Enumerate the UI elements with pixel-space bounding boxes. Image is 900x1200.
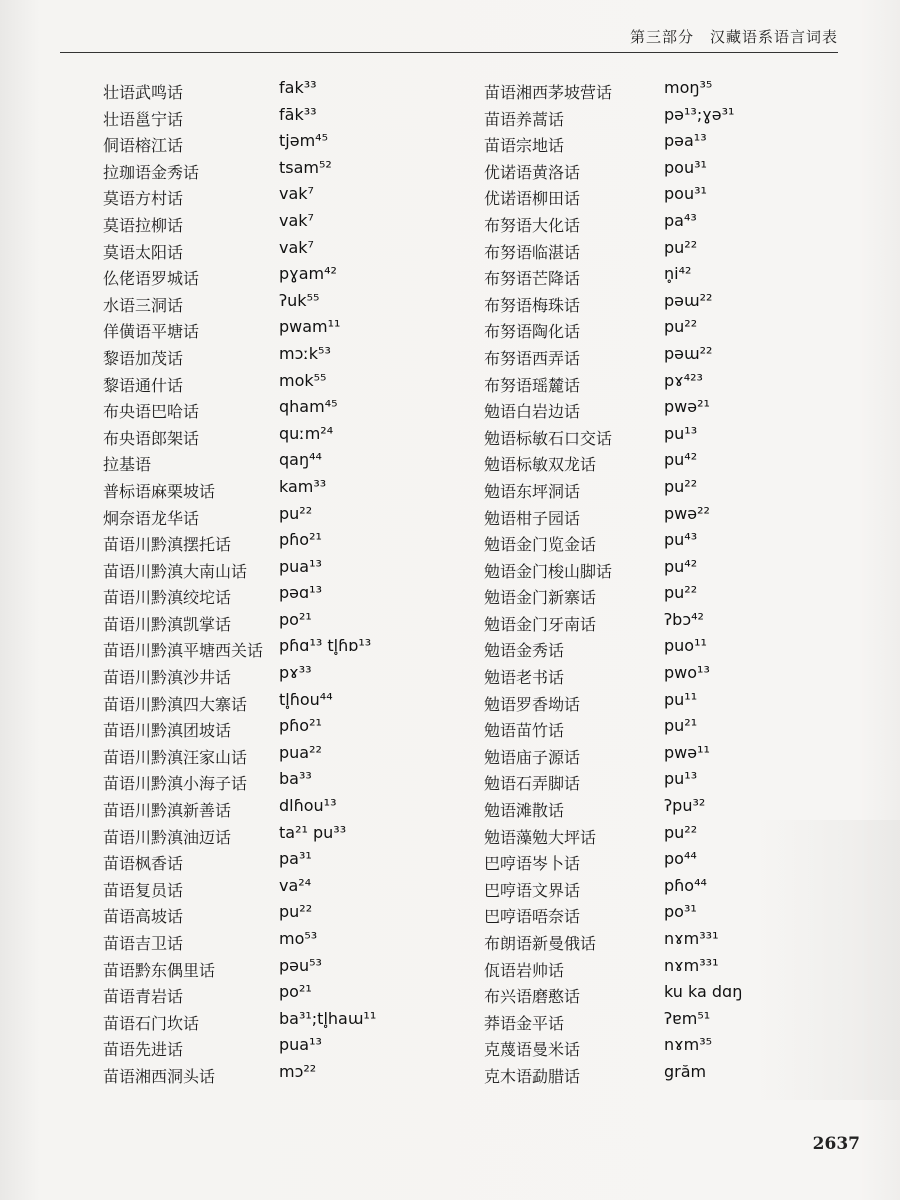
dialect-name: 苗语复员话 (103, 880, 184, 900)
dialect-name: 苗语宗地话 (484, 136, 565, 156)
dialect-name: 布努语瑶麓话 (484, 375, 581, 395)
phonetic-form: pa³¹ (279, 849, 312, 869)
dialect-name: 布努语梅珠话 (484, 295, 581, 315)
dialect-name: 拉基语 (103, 455, 152, 475)
header-title: 第三部分 汉藏语系语言词表 (629, 28, 838, 46)
phonetic-form: qaŋ⁴⁴ (279, 450, 322, 470)
phonetic-form: grăm (664, 1061, 707, 1081)
phonetic-form: pu²² (664, 476, 698, 496)
phonetic-form: vak⁷ (279, 210, 314, 230)
phonetic-form: pɦo⁴⁴ (664, 875, 707, 895)
phonetic-form: ʔpu³² (664, 796, 706, 816)
phonetic-form: pəa¹³ (664, 131, 707, 151)
dialect-name: 布央语巴哈话 (103, 402, 200, 422)
dialect-name: 勉语金门新寨话 (484, 588, 597, 608)
dialect-name: 苗语川黔滇油迈话 (103, 827, 232, 847)
dialect-name: 拉珈语金秀话 (103, 162, 200, 182)
phonetic-form: pwə²² (664, 503, 710, 523)
phonetic-form: pu²² (279, 902, 313, 922)
phonetic-form: pɤ⁴²³ (664, 370, 703, 390)
dialect-name: 苗语先进话 (103, 1040, 184, 1060)
phonetic-form: pɣam⁴² (279, 264, 337, 284)
phonetic-form: ba³³ (279, 769, 312, 789)
dialect-name: 勉语苗竹话 (484, 721, 565, 741)
phonetic-form: pu⁴² (664, 556, 698, 576)
phonetic-form: po³¹ (664, 902, 697, 922)
dialect-name: 苗语川黔滇摆托话 (103, 535, 232, 555)
phonetic-form: pua¹³ (279, 556, 322, 576)
dialect-name: 苗语川黔滇沙井话 (103, 668, 232, 688)
phonetic-form: pua¹³ (279, 1035, 322, 1055)
phonetic-form: pu¹³ (664, 769, 698, 789)
phonetic-form: kam³³ (279, 476, 327, 496)
phonetic-form: fak³³ (279, 78, 317, 97)
dialect-name: 优诺语黄洛话 (484, 162, 581, 182)
dialect-name: 苗语石门坎话 (103, 1013, 200, 1033)
phonetic-form: pə¹³;ɣə³¹ (664, 104, 735, 124)
dialect-name: 勉语标敏双龙话 (484, 455, 597, 475)
dialect-name: 苗语青岩话 (103, 987, 184, 1007)
phonetic-form: ʔuk⁵⁵ (279, 290, 320, 310)
dialect-name: 勉语东坪洞话 (484, 481, 581, 501)
dialect-name: 巴哼语文界话 (484, 880, 581, 900)
phonetic-form: pu²² (279, 503, 313, 523)
dialect-name: 侗语榕江话 (103, 136, 184, 156)
dialect-name: 克蔑语曼米话 (484, 1040, 581, 1060)
phonetic-form: pu¹³ (664, 423, 698, 443)
phonetic-form: pwo¹³ (664, 663, 710, 683)
dialect-name: 布朗语新曼俄话 (484, 934, 597, 953)
phonetic-form: pou³¹ (664, 184, 707, 204)
phonetic-form: pu¹¹ (664, 689, 698, 709)
dialect-name: 布努语西弄话 (484, 348, 581, 368)
phonetic-form: mo⁵³ (279, 929, 318, 948)
phonetic-form: pu²² (664, 317, 698, 337)
dialect-name: 壮语武鸣话 (103, 83, 184, 102)
phonetic-form: ba³¹;tl̥haɯ¹¹ (279, 1008, 377, 1028)
dialect-name: 勉语标敏石口交话 (484, 428, 613, 448)
phonetic-form: vak⁷ (279, 237, 314, 257)
dialect-name: 苗语川黔滇汪家山话 (103, 747, 248, 767)
phonetic-form: mɔ²² (279, 1061, 317, 1081)
dialect-name: 勉语白岩边话 (484, 402, 581, 422)
dialect-name: 勉语柑子园话 (484, 508, 581, 528)
dialect-name: 水语三洞话 (103, 295, 184, 315)
dialect-name: 优诺语柳田话 (484, 189, 581, 209)
dialect-name: 莫语太阳话 (103, 242, 184, 262)
dialect-name: 布兴语磨憨话 (484, 987, 581, 1007)
phonetic-form: ʔbɔ⁴² (664, 609, 704, 629)
dialect-name: 勉语老书话 (484, 668, 565, 688)
dialect-name: 莫语方村话 (103, 189, 184, 209)
dialect-name: 巴哼语唔奈话 (484, 907, 581, 927)
phonetic-form: nɤm³³¹ (664, 955, 719, 975)
phonetic-form: tjəm⁴⁵ (279, 131, 328, 151)
dialect-name: 布努语大化话 (484, 215, 581, 235)
dialect-name: 壮语邕宁话 (103, 109, 184, 129)
phonetic-form: pu²² (664, 583, 698, 603)
phonetic-form: po²¹ (279, 982, 312, 1002)
dialect-name: 布央语郎架话 (103, 428, 200, 448)
dialect-name: 布努语陶化话 (484, 322, 581, 342)
phonetic-form: qham⁴⁵ (279, 397, 338, 417)
dialect-name: 炯奈语龙华话 (103, 508, 200, 528)
phonetic-form: tsam⁵² (279, 157, 332, 177)
phonetic-form: pəu⁵³ (279, 955, 322, 975)
phonetic-form: n̥i⁴² (664, 264, 692, 284)
dialect-name: 莽语金平话 (484, 1013, 565, 1033)
phonetic-form: pwə²¹ (664, 397, 710, 417)
dialect-name: 苗语枫香话 (103, 854, 184, 874)
dialect-name: 勉语金门牙南话 (484, 614, 597, 634)
phonetic-form: nɤm³³¹ (664, 929, 719, 948)
dialect-name: 黎语加茂话 (103, 348, 184, 368)
phonetic-form: pu²¹ (664, 716, 698, 736)
dialect-name: 苗语黔东偶里话 (103, 960, 216, 980)
dialect-name: 苗语高坡话 (103, 907, 184, 927)
dialect-name: 布努语芒降话 (484, 269, 581, 289)
dialect-name: 勉语庙子源话 (484, 747, 581, 767)
phonetic-form: fāk³³ (279, 104, 317, 124)
dialect-name: 仫佬语罗城话 (103, 269, 200, 289)
dialect-name: 苗语川黔滇大南山话 (103, 561, 248, 581)
phonetic-form: nɤm³⁵ (664, 1035, 713, 1055)
dialect-name: 勉语金门梭山脚话 (484, 561, 613, 581)
phonetic-form: pu²² (664, 237, 698, 257)
dialect-name: 巴哼语岑卜话 (484, 854, 581, 874)
phonetic-form: pəɯ²² (664, 290, 713, 310)
dialect-name: 勉语罗香坳话 (484, 694, 581, 714)
dialect-name: 勉语金门览金话 (484, 535, 597, 555)
phonetic-form: pəɯ²² (664, 343, 713, 363)
phonetic-form: quːm²⁴ (279, 423, 334, 443)
dialect-name: 佯僙语平塘话 (103, 322, 200, 342)
phonetic-form: mɔːk⁵³ (279, 343, 331, 363)
dialect-name: 苗语川黔滇绞坨话 (103, 588, 232, 608)
dialect-name: 苗语川黔滇新善话 (103, 801, 232, 821)
phonetic-form: vak⁷ (279, 184, 314, 204)
dialect-name: 苗语川黔滇凯掌话 (103, 614, 232, 634)
phonetic-form: ʔɐm⁵¹ (664, 1008, 711, 1028)
dialect-name: 苗语吉卫话 (103, 934, 184, 953)
phonetic-form: pɦo²¹ (279, 530, 322, 550)
phonetic-form: pua²² (279, 742, 322, 762)
dialect-name: 勉语金秀话 (484, 641, 565, 661)
phonetic-form: ku ka dɑŋ (664, 982, 743, 1002)
bleed-through-shadow (760, 820, 900, 1100)
phonetic-form: pwə¹¹ (664, 742, 710, 762)
phonetic-form: pu²² (664, 822, 698, 842)
dialect-name: 苗语川黔滇团坡话 (103, 721, 232, 741)
phonetic-form: pu⁴² (664, 450, 698, 470)
phonetic-form: tl̥ɦou⁴⁴ (279, 689, 333, 709)
page-number: 2637 (812, 1134, 860, 1154)
phonetic-form: pəɑ¹³ (279, 583, 322, 603)
phonetic-form: pu⁴³ (664, 530, 698, 550)
dialect-name: 苗语川黔滇四大寨话 (103, 694, 248, 714)
dialect-name: 勉语藻勉大坪话 (484, 827, 597, 847)
phonetic-form: mok⁵⁵ (279, 370, 327, 390)
phonetic-form: pou³¹ (664, 157, 707, 177)
phonetic-form: po²¹ (279, 609, 312, 629)
running-header (60, 22, 838, 53)
dialect-name: 佤语岩帅话 (484, 960, 565, 980)
phonetic-form: va²⁴ (279, 875, 312, 895)
dialect-name: 普标语麻栗坡话 (103, 481, 216, 501)
dialect-name: 黎语通什话 (103, 375, 184, 395)
dialect-name: 勉语滩散话 (484, 801, 565, 821)
dialect-name: 苗语湘西洞头话 (103, 1066, 216, 1086)
phonetic-form: pa⁴³ (664, 210, 697, 230)
phonetic-form: pwam¹¹ (279, 317, 341, 337)
phonetic-form: pɦo²¹ (279, 716, 322, 736)
dialect-name: 苗语川黔滇平塘西关话 (103, 641, 264, 661)
dialect-name: 苗语川黔滇小海子话 (103, 774, 248, 794)
dialect-name: 莫语拉柳话 (103, 215, 184, 235)
phonetic-form: moŋ³⁵ (664, 78, 713, 97)
phonetic-form: pɦɑ¹³ tl̥ɦɒ¹³ (279, 636, 372, 656)
phonetic-form: puo¹¹ (664, 636, 707, 656)
phonetic-form: po⁴⁴ (664, 849, 697, 869)
phonetic-form: pɤ³³ (279, 663, 312, 683)
dialect-name: 勉语石弄脚话 (484, 774, 581, 794)
dialect-name: 布努语临湛话 (484, 242, 581, 262)
phonetic-form: dlɦou¹³ (279, 796, 337, 816)
dialect-name: 苗语湘西茅坡营话 (484, 83, 613, 102)
dialect-name: 苗语养蒿话 (484, 109, 565, 129)
phonetic-form: ta²¹ pu³³ (279, 822, 347, 842)
dialect-name: 克木语勐腊话 (484, 1066, 581, 1086)
